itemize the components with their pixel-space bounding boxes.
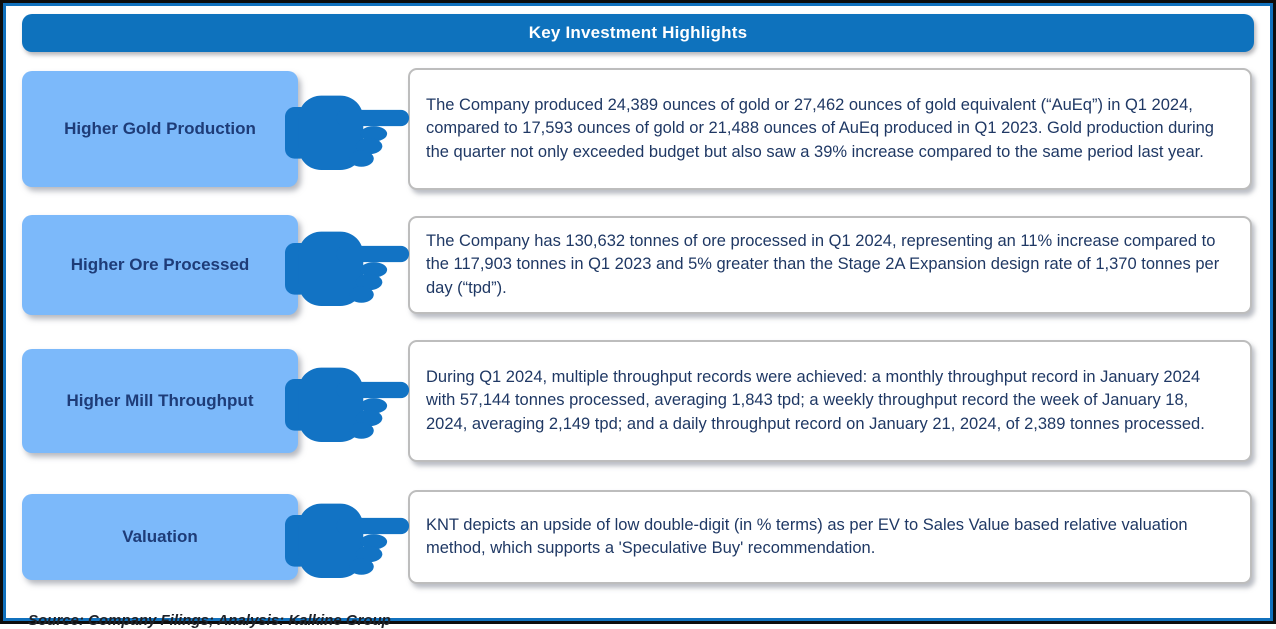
page-title: Key Investment Highlights (22, 14, 1254, 52)
label-text: Higher Gold Production (64, 119, 256, 138)
label-box-ore-processed (22, 215, 298, 315)
pointing-hand-icon (284, 350, 412, 452)
source-note: Source: Company Filings; Analysis: Kalkine Group (28, 612, 391, 629)
label-text: Higher Mill Throughput (66, 391, 254, 410)
highlight-text: The Company has 130,632 tonnes of ore processed in Q1 2024, representing an 11% increase compared to the 117,903 tonnes in Q1 2023 and 5% greater than the Stage 2A Expansion design rate of 1,370 tonnes per day (“tpd”). (426, 231, 1220, 297)
page-content (3, 3, 1273, 629)
label-box-mill-throughput (22, 349, 298, 453)
label-box-valuation (22, 494, 298, 580)
pointing-hand-icon (284, 78, 412, 180)
highlight-text: The Company produced 24,389 ounces of gold or 27,462 ounces of gold equivalent (“AuEq”) in Q1 2024, compared to 17,593 ounces of gold or 21,488 ounces of AuEq produced in Q1 2023. Gold production during the quarter not only exceeded budget but also saw a 39% increase compared to the same period last year. (426, 95, 1214, 161)
highlight-text: During Q1 2024, multiple throughput records were achieved: a monthly throughput record in January 2024 with 57,144 tonnes processed, averaging 1,843 tpd; a weekly throughput record the week of January 18, 2024, averaging 2,149 tpd; and a daily throughput record on January 21, 2024, of 2,389 tonnes processed. (426, 367, 1205, 433)
label-text: Higher Ore Processed (70, 255, 250, 274)
highlight-row-valuation (22, 486, 1254, 588)
highlight-row-mill-throughput (22, 340, 1254, 462)
highlight-row-ore-processed (22, 214, 1254, 316)
pointing-hand-icon (284, 486, 412, 588)
highlight-text-box (408, 490, 1252, 584)
pointing-hand-icon (284, 214, 412, 316)
label-text: Valuation (122, 527, 198, 546)
highlight-text-box (408, 68, 1252, 190)
label-box-gold-production (22, 71, 298, 187)
highlight-text-box (408, 340, 1252, 462)
highlight-row-gold-production (22, 68, 1254, 190)
highlight-text: KNT depicts an upside of low double-digit (in % terms) as per EV to Sales Value based relative valuation method, which supports a 'Speculative Buy' recommendation. (426, 515, 1188, 557)
highlight-text-box (408, 216, 1252, 314)
